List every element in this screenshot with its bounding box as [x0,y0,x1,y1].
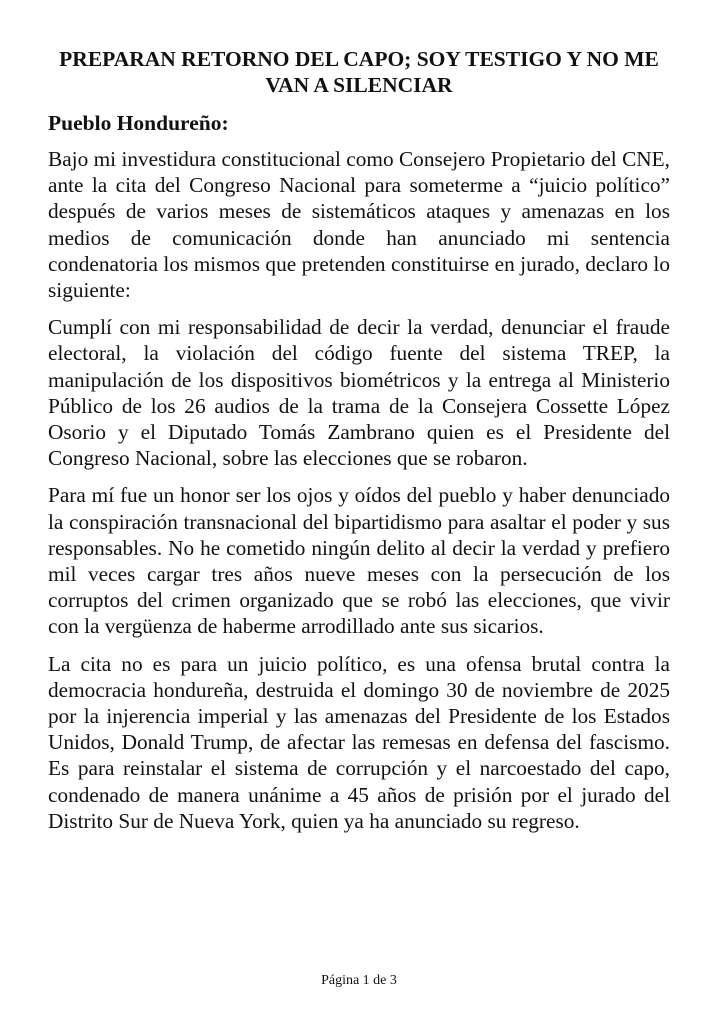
greeting: Pueblo Hondureño: [48,111,229,135]
page-number: Página 1 de 3 [321,973,397,988]
paragraph-2: Cumplí con mi responsabilidad de decir la verdad, denunciar el fraude electoral, la violación del código fuente del sistema TREP, la manipulación de los dispositivos biométricos y la entrega al Ministerio Público de los 26 audios de la trama de la Consejera Cossette López Osorio y el Diputado Tomás Zambrano quien es el Presidente del Congreso Nacional, sobre las elecciones que se robaron. [48,315,670,471]
paragraph-4: La cita no es para un juicio político, es una ofensa brutal contra la democracia hondureña, destruida el domingo 30 de noviembre de 2025 por la injerencia imperial y las amenazas del Presidente de los Estados Unidos, Donald Trump, de afectar las remesas en defensa del fascismo. Es para reinstalar el sistema de corrupción y el narcoestado del capo, condenado de manera unánime a 45 años de prisión por el jurado del Distrito Sur de Nueva York, quien ya ha anunciado su regreso. [48,651,670,833]
paragraph-1: Bajo mi investidura constitucional como Consejero Propietario del CNE, ante la cita del Congreso Nacional para someterme a “juicio político” después de varios meses de sistemáticos ataques y amenazas en los medios de comunicación donde han anunciado mi sentencia condenatoria los mismos que pretenden constituirse en jurado, declaro lo siguiente: [48,147,670,303]
document-title: PREPARAN RETORNO DEL CAPO; SOY TESTIGO Y NO ME VAN A SILENCIAR [59,47,659,97]
paragraph-3: Para mí fue un honor ser los ojos y oídos del pueblo y haber denunciado la conspiración transnacional del bipartidismo para asaltar el poder y sus responsables. No he cometido ningún delito al decir la verdad y prefiero mil veces cargar tres años nueve meses con la persecución de los corruptos del crimen organizado que se robó las elecciones, que vivir con la vergüenza de haberme arrodillado ante sus sicarios. [48,483,670,639]
